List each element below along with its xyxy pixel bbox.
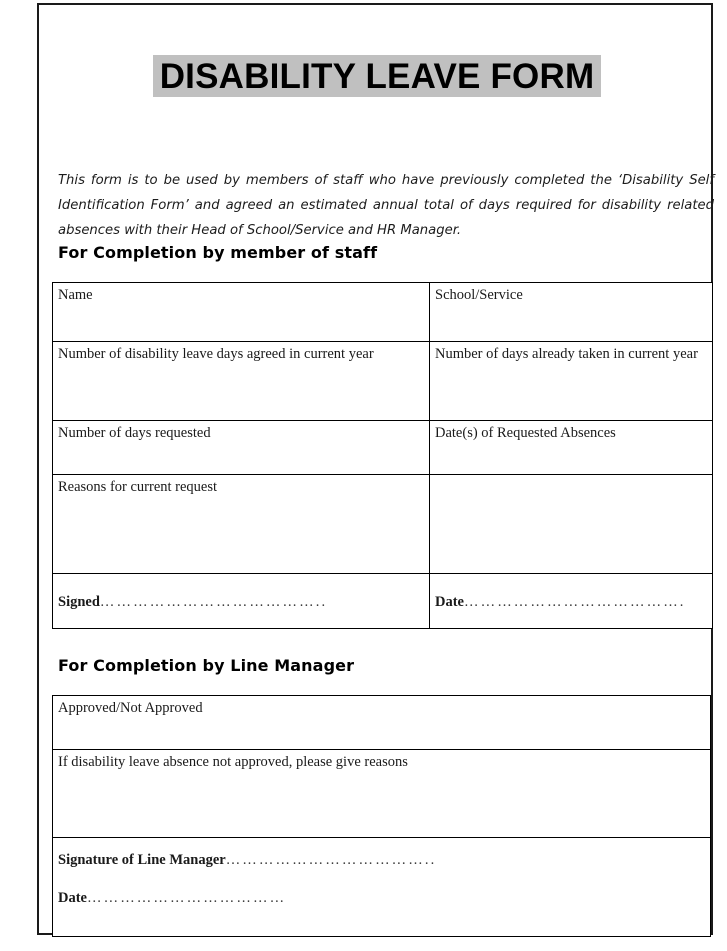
staff-completion-table	[52, 282, 713, 629]
line-manager-signature-line	[58, 852, 706, 869]
table-row	[53, 750, 711, 838]
date-dotted-leader: ………………………………….	[464, 593, 686, 610]
intro-paragraph: This form is to be used by members of staff who have previously completed the ‘Disability Self Identification Form’ and agreed an estimated annual total of days required for disability related absences with their Head of School/Service and HR Manager.	[58, 173, 714, 239]
title-container	[39, 55, 715, 97]
cell-reasons-label[interactable]: Reasons for current request	[53, 475, 430, 574]
section-heading-line-manager: For Completion by Line Manager	[58, 656, 355, 675]
line-manager-date-line	[58, 890, 706, 907]
cell-line-manager-signature[interactable]	[53, 838, 711, 937]
section-heading-staff: For Completion by member of staff	[58, 243, 378, 262]
signed-dotted-leader: …………………………………..	[99, 593, 328, 610]
cell-approved-not-approved[interactable]: Approved/Not Approved	[53, 696, 711, 750]
signed-line	[58, 594, 425, 611]
cell-date[interactable]	[430, 574, 713, 629]
table-row	[53, 421, 713, 475]
table-row	[53, 342, 713, 421]
table-row	[53, 838, 711, 937]
cell-dates-requested-label[interactable]: Date(s) of Requested Absences	[430, 421, 713, 475]
cell-school-service-label[interactable]: School/Service	[430, 283, 713, 342]
signed-label: Signed	[58, 593, 100, 610]
line-manager-date-dotted-leader: ………………………………	[87, 890, 287, 906]
table-row	[53, 475, 713, 574]
table-row	[53, 574, 713, 629]
cell-days-agreed-label[interactable]: Number of disability leave days agreed in current year	[53, 342, 430, 421]
line-manager-signature-dotted-leader: ………………………………..	[225, 852, 437, 868]
line-manager-signature-label: Signature of Line Manager	[58, 852, 226, 868]
table-row	[53, 696, 711, 750]
cell-days-taken-label[interactable]: Number of days already taken in current year	[430, 342, 713, 421]
line-manager-date-label: Date	[58, 890, 87, 906]
cell-signed[interactable]	[53, 574, 430, 629]
cell-days-requested-label[interactable]: Number of days requested	[53, 421, 430, 475]
cell-not-approved-reasons[interactable]: If disability leave absence not approved, please give reasons	[53, 750, 711, 838]
table-row	[53, 283, 713, 342]
date-label: Date	[435, 593, 464, 610]
page-title: DISABILITY LEAVE FORM	[153, 55, 602, 97]
cell-name-label[interactable]: Name	[53, 283, 430, 342]
line-manager-completion-table	[52, 695, 711, 937]
cell-reasons-entry[interactable]	[430, 475, 713, 574]
date-line	[435, 594, 708, 611]
page-border	[37, 3, 713, 935]
